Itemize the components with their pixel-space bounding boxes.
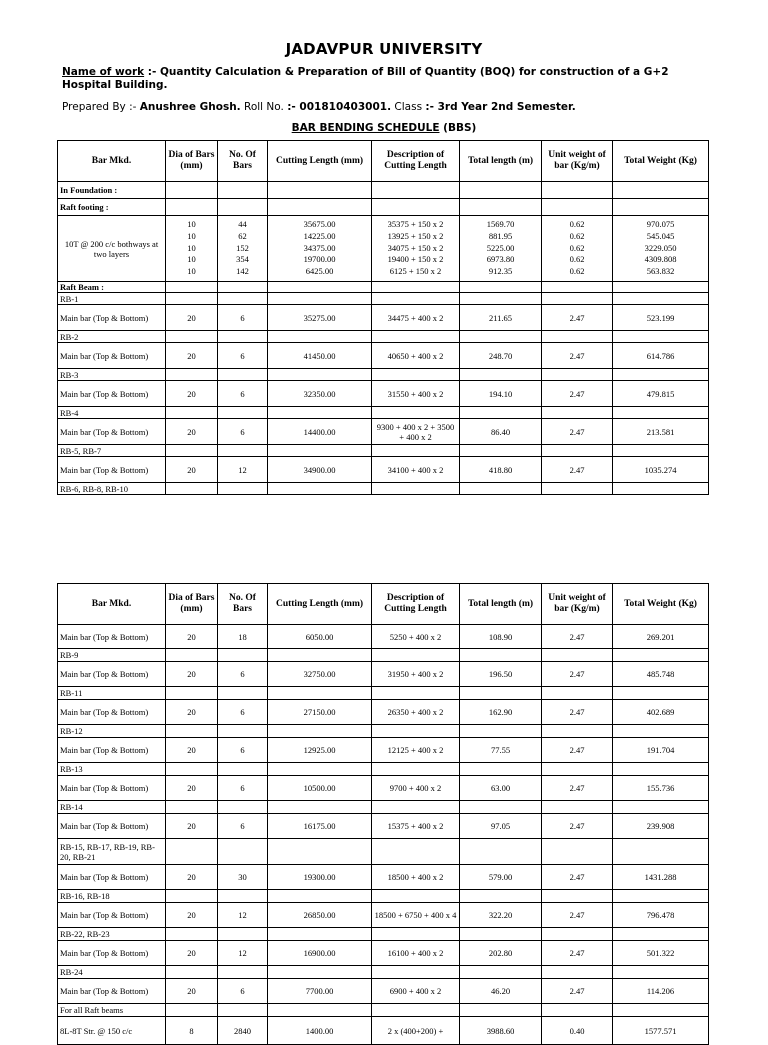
col-cutting-length: Cutting Length (mm) <box>268 584 372 625</box>
uw-value: 2.47 <box>542 305 613 331</box>
col-description: Description of Cutting Length <box>372 141 460 182</box>
section-row <box>58 199 709 216</box>
cell-value: 10 <box>187 254 196 265</box>
cell-value: 545.045 <box>646 230 675 241</box>
cell-value: 35375 + 150 x 2 <box>387 219 444 229</box>
desc-value: 31550 + 400 x 2 <box>372 381 460 407</box>
cut-value: 16900.00 <box>268 941 372 966</box>
cell-value: 10 <box>187 266 196 277</box>
dia-value: 20 <box>166 343 218 369</box>
tw-value: 614.786 <box>613 343 709 369</box>
raft-no-cell <box>218 216 268 282</box>
col-description: Description of Cutting Length <box>372 584 460 625</box>
tl-value: 418.80 <box>460 457 542 483</box>
bar-type: Main bar (Top & Bottom) <box>58 979 166 1004</box>
group-label-row <box>58 483 709 495</box>
group-label-row <box>58 725 709 738</box>
section-label: In Foundation : <box>58 182 166 199</box>
data-row <box>58 305 709 331</box>
cut-value: 10500.00 <box>268 776 372 801</box>
no-value: 6 <box>218 305 268 331</box>
tl-value: 211.65 <box>460 305 542 331</box>
desc-value: 34100 + 400 x 2 <box>372 457 460 483</box>
tl-value: 248.70 <box>460 343 542 369</box>
data-row <box>58 776 709 801</box>
header-row <box>58 141 709 182</box>
raft-dia-cell <box>166 216 218 282</box>
tw-value: 191.704 <box>613 738 709 763</box>
no-value: 12 <box>218 941 268 966</box>
group-label-row <box>58 1004 709 1017</box>
group-label: RB-11 <box>58 687 166 700</box>
cell-value: 0.62 <box>569 242 585 253</box>
desc-value: 18500 + 400 x 2 <box>372 865 460 890</box>
col-bar-mkd: Bar Mkd. <box>58 584 166 625</box>
dia-value: 8 <box>166 1017 218 1045</box>
cell-value: 142 <box>236 266 249 277</box>
uw-value: 2.47 <box>542 381 613 407</box>
uw-value: 2.47 <box>542 457 613 483</box>
cell-value: 1569.70 <box>486 219 515 229</box>
no-value: 6 <box>218 700 268 725</box>
dia-value: 20 <box>166 700 218 725</box>
cell-value: 14225.00 <box>303 230 336 241</box>
group-label: RB-4 <box>58 407 166 419</box>
dia-value: 20 <box>166 381 218 407</box>
data-row <box>58 941 709 966</box>
group-label-row <box>58 331 709 343</box>
dia-value: 20 <box>166 662 218 687</box>
data-row <box>58 457 709 483</box>
col-no-bars: No. Of Bars <box>218 584 268 625</box>
roll-label: Roll No. <box>240 101 288 113</box>
no-value: 30 <box>218 865 268 890</box>
dia-value: 20 <box>166 865 218 890</box>
class-label: Class <box>391 101 426 113</box>
desc-value: 5250 + 400 x 2 <box>372 625 460 649</box>
cut-value: 14400.00 <box>268 419 372 445</box>
bar-type: Main bar (Top & Bottom) <box>58 738 166 763</box>
col-bar-mkd: Bar Mkd. <box>58 141 166 182</box>
cut-value: 6050.00 <box>268 625 372 649</box>
group-label: RB-24 <box>58 966 166 979</box>
tw-value: 114.206 <box>613 979 709 1004</box>
group-label: RB-16, RB-18 <box>58 890 166 903</box>
tw-value: 1431.288 <box>613 865 709 890</box>
bar-type: Main bar (Top & Bottom) <box>58 625 166 649</box>
tl-value: 63.00 <box>460 776 542 801</box>
schedule-abbr: (BBS) <box>439 122 477 134</box>
name-of-work <box>62 66 702 92</box>
group-label: RB-2 <box>58 331 166 343</box>
bar-type: Main bar (Top & Bottom) <box>58 419 166 445</box>
prepared-by <box>62 101 576 113</box>
bar-type: Main bar (Top & Bottom) <box>58 662 166 687</box>
group-label: RB-9 <box>58 649 166 662</box>
cell-value: 5225.00 <box>486 242 515 253</box>
dia-value: 20 <box>166 776 218 801</box>
col-unit-weight: Unit weight of bar (Kg/m) <box>542 141 613 182</box>
prepared-name: Anushree Ghosh. <box>139 101 241 113</box>
cell-value: 10 <box>187 219 196 229</box>
group-label: RB-3 <box>58 369 166 381</box>
tl-value: 162.90 <box>460 700 542 725</box>
raft-label: 10T @ 200 c/c bothways at two layers <box>58 216 166 282</box>
uw-value: 0.40 <box>542 1017 613 1045</box>
data-row <box>58 625 709 649</box>
cell-value: 563.832 <box>646 266 675 277</box>
cell-value: 4309.808 <box>644 254 677 265</box>
no-value: 2840 <box>218 1017 268 1045</box>
cell-value: 0.62 <box>569 230 585 241</box>
raft-cut-cell <box>268 216 372 282</box>
tw-value: 402.689 <box>613 700 709 725</box>
uw-value: 2.47 <box>542 814 613 839</box>
prepared-prefix: Prepared By :- <box>62 101 140 113</box>
tw-value: 479.815 <box>613 381 709 407</box>
dia-value: 20 <box>166 457 218 483</box>
no-value: 6 <box>218 662 268 687</box>
no-value: 6 <box>218 343 268 369</box>
cell-value: 912.35 <box>488 266 513 277</box>
data-row <box>58 343 709 369</box>
col-total-length: Total length (m) <box>460 141 542 182</box>
group-label: For all Raft beams <box>58 1004 166 1017</box>
tl-value: 202.80 <box>460 941 542 966</box>
section-label: Raft Beam : <box>58 282 166 293</box>
group-label-row <box>58 928 709 941</box>
desc-value: 16100 + 400 x 2 <box>372 941 460 966</box>
group-label-row <box>58 445 709 457</box>
col-cutting-length: Cutting Length (mm) <box>268 141 372 182</box>
bbs-table-2 <box>57 583 709 1045</box>
no-value: 6 <box>218 738 268 763</box>
cell-value: 19400 + 150 x 2 <box>387 254 444 265</box>
bar-type: Main bar (Top & Bottom) <box>58 700 166 725</box>
cut-value: 27150.00 <box>268 700 372 725</box>
raft-tl-cell <box>460 216 542 282</box>
data-row <box>58 903 709 928</box>
cell-value: 35675.00 <box>303 219 336 229</box>
group-label-row <box>58 369 709 381</box>
university-title: JADAVPUR UNIVERSITY <box>285 40 483 58</box>
cut-value: 19300.00 <box>268 865 372 890</box>
uw-value: 2.47 <box>542 941 613 966</box>
dia-value: 20 <box>166 979 218 1004</box>
uw-value: 2.47 <box>542 776 613 801</box>
tl-value: 322.20 <box>460 903 542 928</box>
data-row <box>58 979 709 1004</box>
tw-value: 213.581 <box>613 419 709 445</box>
tw-value: 485.748 <box>613 662 709 687</box>
raft-footing-row <box>58 216 709 282</box>
bar-type: Main bar (Top & Bottom) <box>58 381 166 407</box>
group-label-row <box>58 763 709 776</box>
cell-value: 6125 + 150 x 2 <box>389 266 442 277</box>
no-value: 12 <box>218 903 268 928</box>
cut-value: 34900.00 <box>268 457 372 483</box>
tl-value: 46.20 <box>460 979 542 1004</box>
cell-value: 881.95 <box>488 230 513 241</box>
tl-value: 579.00 <box>460 865 542 890</box>
col-dia: Dia of Bars (mm) <box>166 141 218 182</box>
col-total-length: Total length (m) <box>460 584 542 625</box>
col-unit-weight: Unit weight of bar (Kg/m) <box>542 584 613 625</box>
data-row <box>58 865 709 890</box>
cell-value: 354 <box>236 254 249 265</box>
bar-type: Main bar (Top & Bottom) <box>58 865 166 890</box>
schedule-title-text: BAR BENDING SCHEDULE <box>291 122 440 134</box>
cell-value: 34075 + 150 x 2 <box>387 242 444 253</box>
group-label: RB-5, RB-7 <box>58 445 166 457</box>
group-label-row <box>58 649 709 662</box>
cut-value: 32350.00 <box>268 381 372 407</box>
col-total-weight: Total Weight (Kg) <box>613 141 709 182</box>
cell-value: 62 <box>238 230 247 241</box>
class-value: :- 3rd Year 2nd Semester. <box>425 101 576 113</box>
uw-value: 2.47 <box>542 625 613 649</box>
col-total-weight: Total Weight (Kg) <box>613 584 709 625</box>
desc-value: 34475 + 400 x 2 <box>372 305 460 331</box>
uw-value: 2.47 <box>542 979 613 1004</box>
roll-value: :- 001810403001. <box>287 101 392 113</box>
no-value: 6 <box>218 381 268 407</box>
cell-value: 3229.050 <box>644 242 677 253</box>
work-label: Name of work <box>62 66 145 78</box>
no-value: 6 <box>218 814 268 839</box>
tw-value: 796.478 <box>613 903 709 928</box>
cell-value: 10 <box>187 242 196 253</box>
desc-value: 26350 + 400 x 2 <box>372 700 460 725</box>
group-label-row <box>58 801 709 814</box>
header-row <box>58 584 709 625</box>
desc-value: 15375 + 400 x 2 <box>372 814 460 839</box>
tw-value: 239.908 <box>613 814 709 839</box>
desc-value: 12125 + 400 x 2 <box>372 738 460 763</box>
section-label: Raft footing : <box>58 199 166 216</box>
cut-value: 12925.00 <box>268 738 372 763</box>
work-text: :- Quantity Calculation & Preparation of Bill of Quantity (BOQ) for construction of a G+2 Hospital Building. <box>62 66 669 91</box>
group-label-row <box>58 687 709 700</box>
group-label: RB-12 <box>58 725 166 738</box>
cell-value: 44 <box>238 219 247 229</box>
data-row <box>58 1017 709 1045</box>
group-label-row <box>58 407 709 419</box>
dia-value: 20 <box>166 305 218 331</box>
group-label: RB-13 <box>58 763 166 776</box>
tw-value: 523.199 <box>613 305 709 331</box>
dia-value: 20 <box>166 941 218 966</box>
dia-value: 20 <box>166 738 218 763</box>
no-value: 6 <box>218 776 268 801</box>
desc-value: 6900 + 400 x 2 <box>372 979 460 1004</box>
col-dia: Dia of Bars (mm) <box>166 584 218 625</box>
bar-type: Main bar (Top & Bottom) <box>58 305 166 331</box>
raft-tw-cell <box>613 216 709 282</box>
group-label: RB-22, RB-23 <box>58 928 166 941</box>
cell-value: 13925 + 150 x 2 <box>387 230 444 241</box>
bar-type: 8L-8T Str. @ 150 c/c <box>58 1017 166 1045</box>
tl-value: 77.55 <box>460 738 542 763</box>
data-row <box>58 419 709 445</box>
tl-value: 86.40 <box>460 419 542 445</box>
cell-value: 10 <box>187 230 196 241</box>
bar-type: Main bar (Top & Bottom) <box>58 941 166 966</box>
cell-value: 19700.00 <box>303 254 336 265</box>
group-label: RB-6, RB-8, RB-10 <box>58 483 166 495</box>
tw-value: 1577.571 <box>613 1017 709 1045</box>
no-value: 18 <box>218 625 268 649</box>
tl-value: 108.90 <box>460 625 542 649</box>
tw-value: 269.201 <box>613 625 709 649</box>
cut-value: 16175.00 <box>268 814 372 839</box>
bar-type: Main bar (Top & Bottom) <box>58 457 166 483</box>
uw-value: 2.47 <box>542 865 613 890</box>
desc-value: 9700 + 400 x 2 <box>372 776 460 801</box>
tl-value: 196.50 <box>460 662 542 687</box>
cell-value: 0.62 <box>569 266 585 277</box>
desc-value: 9300 + 400 x 2 + 3500 + 400 x 2 <box>372 419 460 445</box>
raft-desc-cell <box>372 216 460 282</box>
cell-value: 6425.00 <box>305 266 334 277</box>
cut-value: 7700.00 <box>268 979 372 1004</box>
uw-value: 2.47 <box>542 738 613 763</box>
uw-value: 2.47 <box>542 343 613 369</box>
uw-value: 2.47 <box>542 419 613 445</box>
data-row <box>58 662 709 687</box>
no-value: 6 <box>218 419 268 445</box>
desc-value: 40650 + 400 x 2 <box>372 343 460 369</box>
tw-value: 501.322 <box>613 941 709 966</box>
dia-value: 20 <box>166 625 218 649</box>
desc-value: 18500 + 6750 + 400 x 4 <box>372 903 460 928</box>
bar-type: Main bar (Top & Bottom) <box>58 814 166 839</box>
group-label-row <box>58 890 709 903</box>
dia-value: 20 <box>166 814 218 839</box>
tw-value: 1035.274 <box>613 457 709 483</box>
cell-value: 970.075 <box>646 219 675 229</box>
cell-value: 152 <box>236 242 249 253</box>
data-row <box>58 381 709 407</box>
cut-value: 35275.00 <box>268 305 372 331</box>
data-row <box>58 700 709 725</box>
no-value: 6 <box>218 979 268 1004</box>
dia-value: 20 <box>166 903 218 928</box>
group-label: RB-1 <box>58 293 166 305</box>
group-label-row <box>58 966 709 979</box>
uw-value: 2.47 <box>542 903 613 928</box>
no-value: 12 <box>218 457 268 483</box>
section-row <box>58 282 709 293</box>
section-row <box>58 182 709 199</box>
bbs-table-1 <box>57 140 709 495</box>
group-label: RB-14 <box>58 801 166 814</box>
dia-value: 20 <box>166 419 218 445</box>
tl-value: 3988.60 <box>460 1017 542 1045</box>
data-row <box>58 738 709 763</box>
group-label: RB-15, RB-17, RB-19, RB-20, RB-21 <box>58 839 166 865</box>
cut-value: 32750.00 <box>268 662 372 687</box>
desc-value: 31950 + 400 x 2 <box>372 662 460 687</box>
col-no-bars: No. Of Bars <box>218 141 268 182</box>
tl-value: 194.10 <box>460 381 542 407</box>
cut-value: 41450.00 <box>268 343 372 369</box>
tl-value: 97.05 <box>460 814 542 839</box>
bar-type: Main bar (Top & Bottom) <box>58 903 166 928</box>
tw-value: 155.736 <box>613 776 709 801</box>
cell-value: 6973.80 <box>486 254 515 265</box>
uw-value: 2.47 <box>542 700 613 725</box>
raft-uw-cell <box>542 216 613 282</box>
cell-value: 0.62 <box>569 254 585 265</box>
desc-value: 2 x (400+200) + <box>372 1017 460 1045</box>
cell-value: 0.62 <box>569 219 585 229</box>
cut-value: 26850.00 <box>268 903 372 928</box>
schedule-title <box>0 122 768 134</box>
group-label-row <box>58 293 709 305</box>
bar-type: Main bar (Top & Bottom) <box>58 776 166 801</box>
uw-value: 2.47 <box>542 662 613 687</box>
group-label-row <box>58 839 709 865</box>
cut-value: 1400.00 <box>268 1017 372 1045</box>
cell-value: 34375.00 <box>303 242 336 253</box>
bar-type: Main bar (Top & Bottom) <box>58 343 166 369</box>
data-row <box>58 814 709 839</box>
